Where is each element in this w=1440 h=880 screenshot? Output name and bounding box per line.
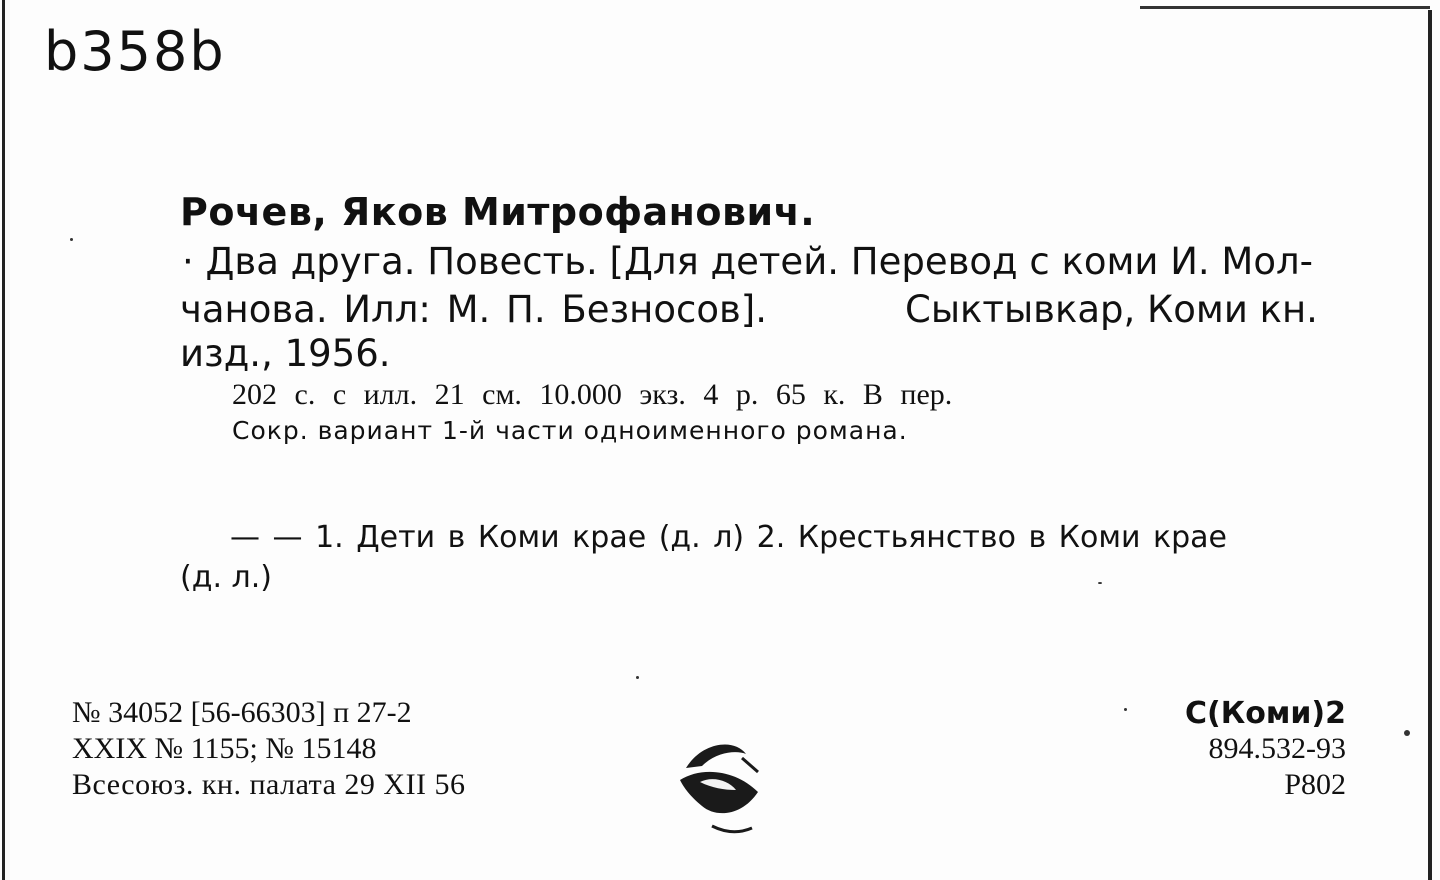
note-line: Сокр. вариант 1-й части одноименного романа. <box>232 416 908 445</box>
classification-line-1: С(Коми)2 <box>1185 696 1346 731</box>
footer-left-line-3: Всесоюз. кн. палата 29 XII 56 <box>72 768 466 801</box>
card-right-border <box>1428 10 1432 880</box>
subjects-line-1: — — 1. Дети в Коми крае (д. л) 2. Крестьянство в Коми крае <box>230 520 1227 555</box>
ink-speck <box>636 676 639 679</box>
ink-speck <box>1404 730 1410 736</box>
title-line-2a: чанова. Илл: М. П. Безносов]. <box>180 288 767 331</box>
classification-line-3: Р802 <box>1284 768 1346 801</box>
physical-description: 202 с. с илл. 21 см. 10.000 экз. 4 р. 65 к. В пер. <box>232 378 953 411</box>
book-chamber-emblem-icon <box>672 736 782 846</box>
classification-line-2: 894.532-93 <box>1208 732 1346 765</box>
author-heading: Рочев, Яков Митрофанович. <box>180 190 816 234</box>
card-top-border <box>1140 6 1430 9</box>
ink-speck <box>1124 708 1127 711</box>
title-line-1: · Два друга. Повесть. [Для детей. Перевод с коми И. Мол- <box>182 240 1313 283</box>
ink-speck <box>70 238 73 241</box>
handwritten-code: b358b <box>44 20 226 83</box>
title-line-3: изд., 1956. <box>180 332 391 375</box>
title-line-2b: Сыктывкар, Коми кн. <box>905 288 1318 331</box>
footer-left-line-2: XXIX № 1155; № 15148 <box>72 732 377 765</box>
subjects-line-2: (д. л.) <box>180 560 272 595</box>
card-left-border <box>2 0 5 880</box>
ink-speck <box>1098 582 1102 584</box>
footer-left-line-1: № 34052 [56-66303] п 27-2 <box>72 696 412 729</box>
